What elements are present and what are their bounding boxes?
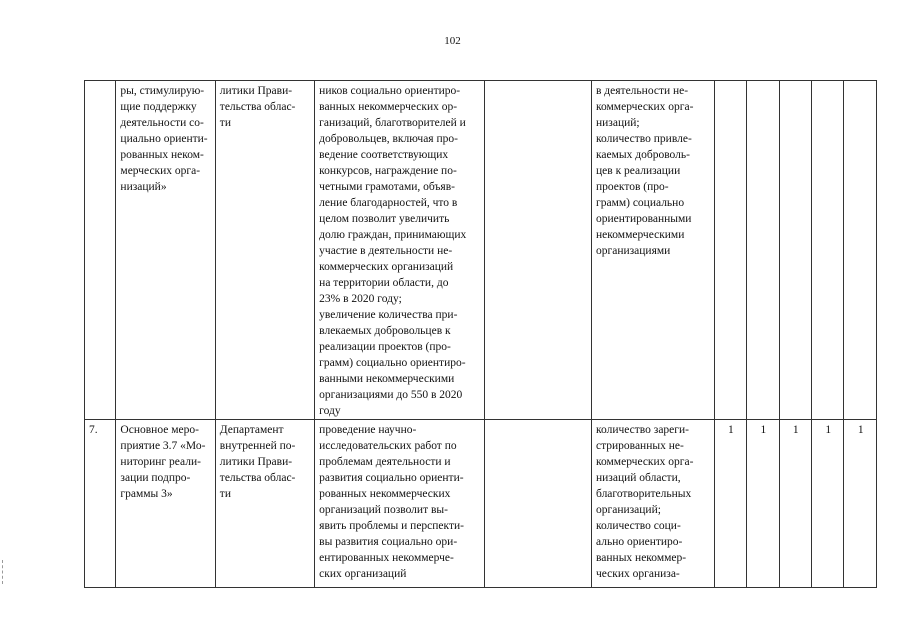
result-cell: проведение научно- исследовательских работ по проблемам деятельности и развития социально ориенти- рованных некоммерческих организаций позволит вы- явить проблемы и перспекти- вы развития социально ори- ентированных некоммерче- ских организаций bbox=[315, 420, 484, 588]
row-number-cell bbox=[85, 81, 116, 420]
row-number-cell: 7. bbox=[85, 420, 116, 588]
value-cell: 1 bbox=[714, 420, 746, 588]
value-cell: 1 bbox=[779, 420, 811, 588]
table-row bbox=[85, 420, 877, 588]
scan-edge-marks bbox=[2, 560, 9, 584]
result-cell: ников социально ориентиро- ванных некоммерческих ор- ганизаций, благотворителей и добровольцев, включая про- ведение соответствующих конкурсов, награждение по- четными грамотами, объяв- ление благодарностей, что в целом позволит увеличить долю граждан, принимающих участие в деятельности не- коммерческих организаций на территории области, до 23% в 2020 году; увеличение количества при- влекаемых добровольцев к реализации проектов (про- грамм) социально ориентиро- ванными некоммерческими организациями до 550 в 2020 году bbox=[315, 81, 484, 420]
program-table bbox=[84, 80, 877, 588]
table-row bbox=[85, 81, 877, 420]
value-cell bbox=[714, 81, 746, 420]
event-cell: Основное меро- приятие 3.7 «Мо- ниторинг реали- зации подпро- граммы 3» bbox=[116, 420, 215, 588]
executor-cell: литики Прави- тельства облас- ти bbox=[215, 81, 314, 420]
value-cell bbox=[779, 81, 811, 420]
value-cell bbox=[812, 81, 844, 420]
value-cell: 1 bbox=[844, 420, 877, 588]
value-cell: 1 bbox=[812, 420, 844, 588]
empty-cell bbox=[484, 420, 591, 588]
indicator-cell: количество зареги- стрированных не- коммерческих орга- низаций области, благотворительных организаций; количество соци- ально ориентиро- ванных некоммер- ческих организа- bbox=[592, 420, 715, 588]
value-cell bbox=[844, 81, 877, 420]
value-cell: 1 bbox=[747, 420, 779, 588]
value-cell bbox=[747, 81, 779, 420]
page-number: 102 bbox=[444, 35, 461, 47]
indicator-cell: в деятельности не- коммерческих орга- низаций; количество привле- каемых доброволь- цев к реализации проектов (про- грамм) социально ориентированными некоммерческими организациями bbox=[592, 81, 715, 420]
empty-cell bbox=[484, 81, 591, 420]
executor-cell: Департамент внутренней по- литики Прави- тельства облас- ти bbox=[215, 420, 314, 588]
event-cell: ры, стимулирую- щие поддержку деятельности со- циально ориенти- рованных неком- мерческих орга- низаций» bbox=[116, 81, 215, 420]
